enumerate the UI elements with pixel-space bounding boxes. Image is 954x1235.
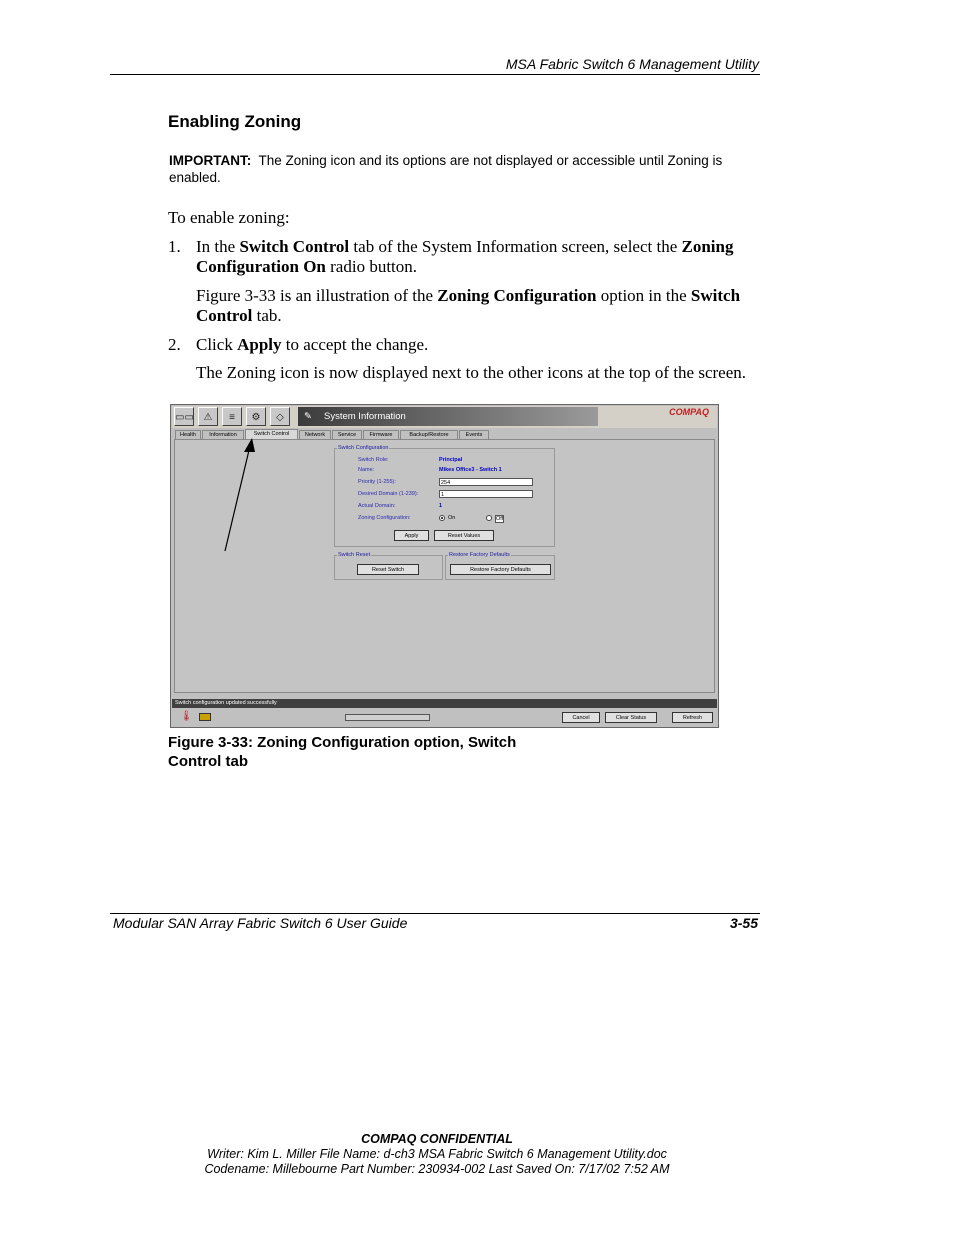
info-icon: ✎ [304, 411, 312, 422]
switch-name-value: Mikes Office3 - Switch 1 [439, 467, 502, 473]
database-icon[interactable]: ≡ [222, 407, 242, 426]
settings-icon[interactable]: ◇ [270, 407, 290, 426]
priority-input[interactable]: 254 [439, 478, 533, 486]
toolbar [172, 406, 717, 428]
confidential-block [0, 1132, 874, 1177]
tab-health[interactable]: Health [175, 430, 201, 439]
zoning-off-radio[interactable] [486, 515, 492, 521]
compaq-logo: COMPAQ [669, 407, 709, 417]
step2-number: 2. [168, 335, 181, 354]
tab-network[interactable]: Network [299, 430, 331, 439]
step2-note: The Zoning icon is now displayed next to the other icons at the top of the screen. [196, 363, 747, 382]
step2-text: Click Apply to accept the change. [196, 335, 429, 354]
clear-status-button[interactable]: Clear Status [605, 712, 657, 723]
switch-view-icon[interactable]: ▭▭ [174, 407, 194, 426]
tab-backup-restore[interactable]: Backup/Restore [400, 430, 458, 439]
writer-line: Writer: Kim L. Miller File Name: d-ch3 MSA Fabric Switch 6 Management Utility.doc [207, 1147, 667, 1161]
window-title: ✎ System Information [298, 407, 598, 426]
health-icon[interactable]: ⚠ [198, 407, 218, 426]
intro-text: To enable zoning: [168, 208, 290, 227]
important-note [169, 152, 759, 186]
important-label: IMPORTANT: [169, 153, 252, 168]
bottom-bar [172, 709, 717, 727]
tab-events[interactable]: Events [459, 430, 489, 439]
switch-icon [199, 713, 211, 721]
tab-information[interactable]: Information [202, 430, 244, 439]
callout-arrow [215, 430, 265, 555]
footer-rule [110, 913, 760, 914]
tab-service[interactable]: Service [332, 430, 362, 439]
switch-configuration-group: Switch Configuration Switch Role: Principal Name: Mikes Office3 - Switch 1 Priority (1-255): 254 Desired Domain (1-239): 1 Actual Domain: 1 Zoning Configuration: On Off Apply Reset Values [334, 448, 555, 547]
guide-title: Modular SAN Array Fabric Switch 6 User Guide [113, 915, 408, 931]
confidential-label: COMPAQ CONFIDENTIAL [361, 1132, 513, 1146]
switch-reset-group: Switch Reset Reset Switch [334, 555, 443, 580]
actual-domain-value: 1 [439, 503, 443, 509]
progress-bar [345, 714, 430, 721]
header-rule [110, 74, 760, 75]
desired-domain-input[interactable]: 1 [439, 490, 533, 498]
step1-note: Figure 3-33 is an illustration of the Zoning Configuration option in the Switch Control tab. [196, 286, 741, 325]
running-head: MSA Fabric Switch 6 Management Utility [505, 56, 759, 72]
figure-caption: Figure 3-33: Zoning Configuration option, Switch Control tab [168, 734, 517, 770]
reset-switch-button[interactable]: Reset Switch [357, 564, 419, 575]
cancel-button[interactable]: Cancel [562, 712, 600, 723]
codename-line: Codename: Millebourne Part Number: 230934-002 Last Saved On: 7/17/02 7:52 AM [204, 1162, 670, 1176]
thermometer-icon: 🌡 [180, 711, 193, 722]
gear-icon[interactable]: ⚙ [246, 407, 266, 426]
step1-text: In the Switch Control tab of the System Information screen, select the Zoning Configuration On radio button. [196, 237, 734, 276]
important-text: The Zoning icon and its options are not displayed or accessible until Zoning is enabled. [169, 153, 723, 185]
status-bar: Switch configuration updated successfully [172, 699, 717, 708]
restore-factory-defaults-button[interactable]: Restore Factory Defaults [450, 564, 551, 575]
page-number: 3-55 [729, 915, 758, 931]
step1-number: 1. [168, 237, 181, 256]
tab-switch-control[interactable]: Switch Control [245, 429, 298, 439]
restore-defaults-group: Restore Factory Defaults Restore Factory Defaults [445, 555, 555, 580]
zoning-on-radio[interactable] [439, 515, 445, 521]
switch-role-value: Principal [439, 457, 463, 463]
apply-button[interactable]: Apply [394, 530, 429, 541]
tab-firmware[interactable]: Firmware [363, 430, 399, 439]
section-title: Enabling Zoning [168, 112, 302, 131]
reset-values-button[interactable]: Reset Values [434, 530, 494, 541]
refresh-button[interactable]: Refresh [672, 712, 713, 723]
